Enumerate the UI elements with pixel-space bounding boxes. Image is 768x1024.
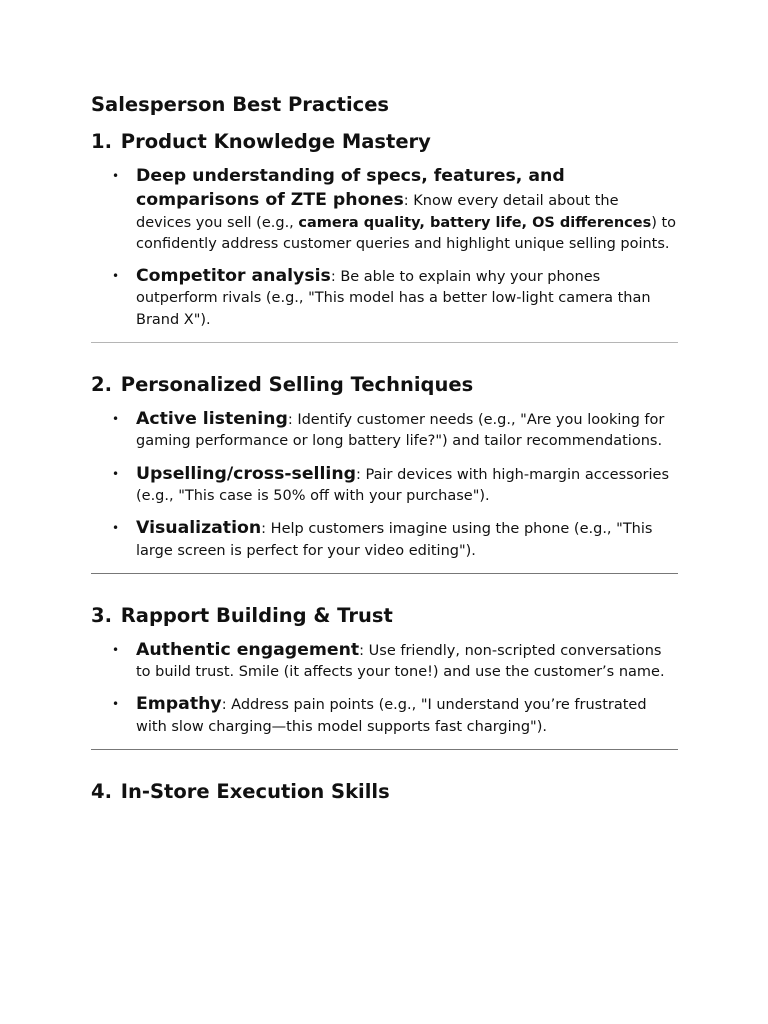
item-text: : Help customers imagine using the phone (e.g., "This large screen is perfect for your video editing"). bbox=[136, 521, 653, 559]
section-2-number: 2. bbox=[91, 373, 112, 397]
bullet-icon: • bbox=[112, 642, 120, 657]
bullet-icon: • bbox=[112, 412, 120, 427]
section-1-title: Product Knowledge Mastery bbox=[120, 130, 431, 153]
item-term: Upselling/cross-selling bbox=[136, 463, 356, 484]
section-1-number: 1. bbox=[91, 130, 112, 153]
item-term: Competitor analysis bbox=[136, 266, 331, 287]
item-bold-text: camera quality, battery life, OS differences bbox=[298, 214, 652, 231]
item-term: Deep understanding of specs, features, and comparisons of ZTE phones bbox=[136, 166, 565, 211]
section-3-number: 3. bbox=[91, 603, 112, 627]
item-text-end: ) to confidently address customer queries and highlight unique selling points. bbox=[136, 214, 677, 252]
bullet-icon: • bbox=[112, 466, 120, 481]
section-1-list bbox=[91, 164, 678, 331]
section-1-heading bbox=[91, 129, 678, 155]
section-divider bbox=[91, 749, 678, 750]
item-term: Active listening bbox=[136, 409, 288, 430]
section-2-heading bbox=[91, 372, 678, 398]
section-3-title: Rapport Building & Trust bbox=[120, 603, 393, 627]
document-title: Salesperson Best Practices bbox=[91, 93, 390, 116]
section-2-title: Personalized Selling Techniques bbox=[120, 373, 474, 397]
item-text: : Pair devices with high-margin accessories (e.g., "This case is 50% off with your purchase"). bbox=[136, 466, 670, 504]
bullet-icon: • bbox=[112, 521, 120, 536]
item-text: : Be able to explain why your phones outperform rivals (e.g., "This model has a better low-light camera than Brand X"). bbox=[136, 269, 651, 328]
item-text: : Address pain points (e.g., "I understand you’re frustrated with slow charging—this model supports fast charging"). bbox=[136, 697, 647, 735]
section-divider bbox=[91, 573, 678, 574]
item-text: : Know every detail about the devices you sell (e.g., bbox=[136, 193, 619, 231]
list-item bbox=[112, 462, 678, 508]
list-item bbox=[112, 407, 678, 453]
bullet-icon: • bbox=[112, 697, 120, 712]
item-text: : Identify customer needs (e.g., "Are you looking for gaming performance or long battery life?") and tailor recommendations. bbox=[136, 412, 665, 450]
section-4-heading bbox=[91, 779, 678, 805]
list-item bbox=[112, 692, 678, 738]
item-text: : Use friendly, non-scripted conversations to build trust. Smile (it affects your tone!) and use the customer’s name. bbox=[136, 642, 665, 681]
bullet-icon: • bbox=[112, 269, 120, 284]
item-term: Empathy bbox=[136, 694, 222, 715]
section-divider bbox=[91, 342, 678, 343]
section-3-heading bbox=[91, 603, 678, 629]
item-term: Authentic engagement bbox=[136, 639, 360, 660]
list-item bbox=[112, 164, 678, 255]
section-4-number: 4. bbox=[91, 780, 112, 804]
list-item bbox=[112, 638, 678, 684]
section-4-title: In-Store Execution Skills bbox=[120, 780, 390, 804]
document-page bbox=[91, 92, 678, 805]
list-item bbox=[112, 516, 678, 562]
section-2-list bbox=[91, 407, 678, 562]
list-item bbox=[112, 264, 678, 331]
bullet-icon: • bbox=[112, 169, 120, 183]
item-term: Visualization bbox=[136, 518, 262, 539]
section-3-list bbox=[91, 638, 678, 738]
